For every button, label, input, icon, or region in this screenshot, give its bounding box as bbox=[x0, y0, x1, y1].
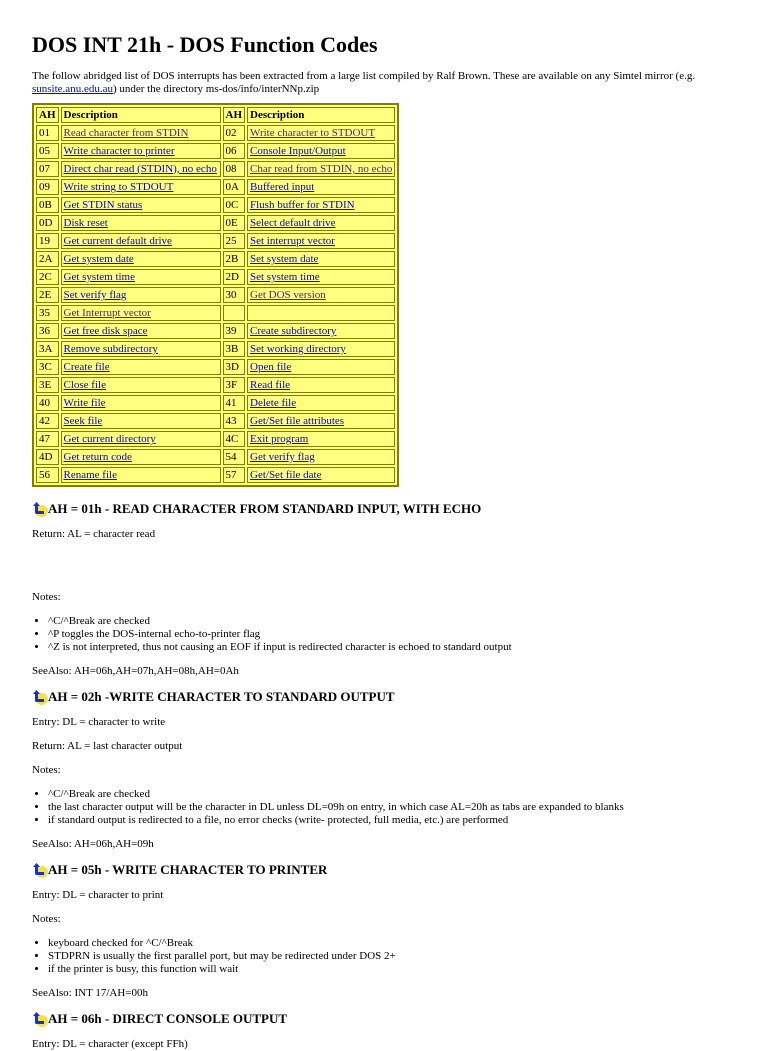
notes-list bbox=[32, 615, 768, 654]
function-link[interactable]: Char read from STDIN, no echo bbox=[250, 163, 393, 175]
section-title: AH = 02h -WRITE CHARACTER TO STANDARD OUTPUT bbox=[48, 689, 395, 704]
function-link[interactable]: Remove subdirectory bbox=[63, 343, 158, 355]
table-row bbox=[36, 431, 395, 447]
entry-text: Entry: DL = character to print bbox=[32, 889, 164, 901]
table-row bbox=[36, 323, 395, 339]
description-cell bbox=[247, 305, 395, 321]
back-to-top-icon[interactable] bbox=[32, 689, 48, 705]
table-row bbox=[36, 161, 395, 177]
description-cell bbox=[247, 467, 395, 483]
ah-code-cell: 0D bbox=[36, 215, 59, 231]
function-link[interactable]: Get return code bbox=[63, 451, 132, 463]
ah-code-cell: 30 bbox=[223, 287, 246, 303]
function-link[interactable]: Get DOS version bbox=[250, 289, 326, 301]
note-item: • the last character output will be the character in DL unless DL=09h on entry, in which case AL=20h as tabs are expanded to blanks bbox=[48, 801, 768, 814]
function-link[interactable]: Write character to printer bbox=[63, 145, 175, 157]
ah-code-cell: 40 bbox=[36, 395, 59, 411]
table-header-row bbox=[36, 107, 395, 123]
intro-text: The follow abridged list of DOS interrupts has been extracted from a large list compiled by Ralf Brown. These are available on any Simtel mirror (e.g. bbox=[32, 70, 696, 82]
note-item: • ^C/^Break are checked bbox=[48, 788, 768, 801]
description-cell bbox=[61, 341, 221, 357]
ah-code-cell: 42 bbox=[36, 413, 59, 429]
description-cell bbox=[247, 269, 395, 285]
ah-code-cell: 07 bbox=[36, 161, 59, 177]
function-link[interactable]: Buffered input bbox=[250, 181, 315, 193]
table-row bbox=[36, 413, 395, 429]
function-link[interactable]: Close file bbox=[63, 379, 106, 391]
table-row bbox=[36, 395, 395, 411]
table-row bbox=[36, 233, 395, 249]
function-link[interactable]: Get free disk space bbox=[63, 325, 148, 337]
intro-text-end: ) under the directory ms-dos/info/interNNp.zip bbox=[112, 83, 320, 95]
description-cell bbox=[61, 395, 221, 411]
table-row bbox=[36, 287, 395, 303]
ah-code-cell: 02 bbox=[223, 125, 246, 141]
function-link[interactable]: Create subdirectory bbox=[250, 325, 337, 337]
see-also-text: SeeAlso: AH=06h,AH=07h,AH=08h,AH=0Ah bbox=[32, 665, 239, 677]
description-cell bbox=[61, 233, 221, 249]
notes-list bbox=[32, 937, 768, 976]
section-heading-01h bbox=[32, 501, 768, 517]
description-cell bbox=[247, 197, 395, 213]
entry-text: Entry: DL = character to write bbox=[32, 716, 166, 728]
ah-code-cell: 0C bbox=[223, 197, 246, 213]
function-link[interactable]: Delete file bbox=[250, 397, 297, 409]
table-row bbox=[36, 305, 395, 321]
ah-code-cell: 35 bbox=[36, 305, 59, 321]
function-link[interactable]: Write character to STDOUT bbox=[250, 127, 376, 139]
table-row bbox=[36, 251, 395, 267]
function-link[interactable]: Get system time bbox=[63, 271, 135, 283]
function-link[interactable]: Get STDIN status bbox=[63, 199, 143, 211]
description-cell bbox=[61, 179, 221, 195]
table-row bbox=[36, 377, 395, 393]
function-link[interactable]: Seek file bbox=[63, 415, 103, 427]
ah-code-cell: 36 bbox=[36, 323, 59, 339]
function-link[interactable]: Get Interrupt vector bbox=[63, 307, 151, 319]
ah-code-cell: 2C bbox=[36, 269, 59, 285]
description-cell bbox=[247, 323, 395, 339]
notes-label: Notes: bbox=[32, 913, 61, 925]
description-cell bbox=[247, 449, 395, 465]
ah-code-cell: 01 bbox=[36, 125, 59, 141]
function-link[interactable]: Rename file bbox=[63, 469, 117, 481]
table-row bbox=[36, 269, 395, 285]
ah-code-cell: 0A bbox=[223, 179, 246, 195]
table-row bbox=[36, 143, 395, 159]
function-link[interactable]: Direct char read (STDIN), no echo bbox=[63, 163, 217, 175]
note-item: • if the printer is busy, this function will wait bbox=[48, 963, 768, 976]
ah-code-cell: 05 bbox=[36, 143, 59, 159]
ah-code-cell: 0B bbox=[36, 197, 59, 213]
description-cell bbox=[247, 359, 395, 375]
function-link[interactable]: Console Input/Output bbox=[250, 145, 346, 157]
back-to-top-icon[interactable] bbox=[32, 862, 48, 878]
function-link[interactable]: Open file bbox=[250, 361, 292, 373]
function-link[interactable]: Set working directory bbox=[250, 343, 346, 355]
note-item: • ^Z is not interpreted, thus not causing an EOF if input is redirected character is echoed to standard output bbox=[48, 641, 768, 654]
function-link[interactable]: Get verify flag bbox=[250, 451, 315, 463]
function-link[interactable]: Set system date bbox=[250, 253, 319, 265]
ah-code-cell: 54 bbox=[223, 449, 246, 465]
function-link[interactable]: Set interrupt vector bbox=[250, 235, 335, 247]
section-heading-02h bbox=[32, 689, 768, 705]
ah-code-cell: 2B bbox=[223, 251, 246, 267]
description-cell bbox=[61, 197, 221, 213]
description-cell bbox=[61, 359, 221, 375]
description-cell bbox=[247, 413, 395, 429]
page-title: DOS INT 21h - DOS Function Codes bbox=[32, 32, 378, 57]
note-item: • keyboard checked for ^C/^Break bbox=[48, 937, 768, 950]
notes-list bbox=[32, 788, 768, 827]
description-cell bbox=[61, 251, 221, 267]
function-link[interactable]: Get current default drive bbox=[63, 235, 172, 247]
function-link[interactable]: Get current directory bbox=[63, 433, 156, 445]
function-code-table bbox=[32, 103, 399, 487]
description-cell bbox=[61, 467, 221, 483]
table-row bbox=[36, 179, 395, 195]
ah-code-cell: 2D bbox=[223, 269, 246, 285]
description-cell bbox=[61, 125, 221, 141]
ah-code-cell: 56 bbox=[36, 467, 59, 483]
notes-label: Notes: bbox=[32, 591, 61, 603]
return-text: Return: AL = last character output bbox=[32, 740, 183, 752]
function-link[interactable]: Create file bbox=[63, 361, 110, 373]
function-link[interactable]: Read character from STDIN bbox=[63, 127, 189, 139]
function-link[interactable]: Flush buffer for STDIN bbox=[250, 199, 355, 211]
function-link[interactable]: Select default drive bbox=[250, 217, 336, 229]
return-text: Return: AL = character read bbox=[32, 528, 156, 540]
section-heading-05h bbox=[32, 862, 768, 878]
header-description: Description bbox=[247, 107, 395, 123]
function-link[interactable]: Get/Set file date bbox=[250, 469, 322, 481]
description-cell bbox=[61, 269, 221, 285]
ah-code-cell: 47 bbox=[36, 431, 59, 447]
notes-label: Notes: bbox=[32, 764, 61, 776]
description-cell bbox=[247, 377, 395, 393]
description-cell bbox=[247, 341, 395, 357]
description-cell bbox=[61, 449, 221, 465]
function-link[interactable]: Exit program bbox=[250, 433, 309, 445]
description-cell bbox=[61, 143, 221, 159]
intro-paragraph bbox=[32, 70, 768, 96]
ah-code-cell: 39 bbox=[223, 323, 246, 339]
description-cell bbox=[61, 377, 221, 393]
function-link[interactable]: Set verify flag bbox=[63, 289, 127, 301]
ah-code-cell bbox=[223, 305, 246, 321]
ah-code-cell: 4C bbox=[223, 431, 246, 447]
section-title: AH = 01h - READ CHARACTER FROM STANDARD INPUT, WITH ECHO bbox=[48, 501, 482, 516]
function-link[interactable]: Set system time bbox=[250, 271, 320, 283]
description-cell bbox=[247, 143, 395, 159]
see-also-text: SeeAlso: INT 17/AH=00h bbox=[32, 987, 148, 999]
header-ah: AH bbox=[36, 107, 59, 123]
description-cell bbox=[61, 323, 221, 339]
description-cell bbox=[247, 431, 395, 447]
table-row bbox=[36, 125, 395, 141]
table-row bbox=[36, 215, 395, 231]
function-link[interactable]: Disk reset bbox=[63, 217, 108, 229]
function-link[interactable]: Get system date bbox=[63, 253, 134, 265]
description-cell bbox=[61, 215, 221, 231]
description-cell bbox=[247, 161, 395, 177]
description-cell bbox=[247, 287, 395, 303]
ah-code-cell: 4D bbox=[36, 449, 59, 465]
description-cell bbox=[61, 431, 221, 447]
entry-text: Entry: DL = character (except FFh) bbox=[32, 1038, 188, 1050]
sunsite-link[interactable]: sunsite.anu.edu.au bbox=[32, 83, 113, 95]
ah-code-cell: 2E bbox=[36, 287, 59, 303]
table-row bbox=[36, 197, 395, 213]
ah-code-cell: 3D bbox=[223, 359, 246, 375]
ah-code-cell: 09 bbox=[36, 179, 59, 195]
description-cell bbox=[247, 215, 395, 231]
description-cell bbox=[247, 233, 395, 249]
description-cell bbox=[247, 395, 395, 411]
table-row bbox=[36, 341, 395, 357]
note-item: • if standard output is redirected to a file, no error checks (write- protected, full media, etc.) are performed bbox=[48, 814, 768, 827]
ah-code-cell: 3B bbox=[223, 341, 246, 357]
table-row bbox=[36, 449, 395, 465]
note-item: • ^C/^Break are checked bbox=[48, 615, 768, 628]
ah-code-cell: 19 bbox=[36, 233, 59, 249]
description-cell bbox=[61, 161, 221, 177]
header-ah: AH bbox=[223, 107, 246, 123]
ah-code-cell: 2A bbox=[36, 251, 59, 267]
ah-code-cell: 06 bbox=[223, 143, 246, 159]
ah-code-cell: 08 bbox=[223, 161, 246, 177]
ah-code-cell: 25 bbox=[223, 233, 246, 249]
description-cell bbox=[247, 125, 395, 141]
section-title: AH = 05h - WRITE CHARACTER TO PRINTER bbox=[48, 862, 328, 877]
ah-code-cell: 57 bbox=[223, 467, 246, 483]
description-cell bbox=[247, 251, 395, 267]
function-link[interactable]: Read file bbox=[250, 379, 291, 391]
ah-code-cell: 3E bbox=[36, 377, 59, 393]
function-link[interactable]: Write string to STDOUT bbox=[63, 181, 174, 193]
header-description: Description bbox=[61, 107, 221, 123]
note-item: • STDPRN is usually the first parallel port, but may be redirected under DOS 2+ bbox=[48, 950, 768, 963]
table-row bbox=[36, 467, 395, 483]
function-link[interactable]: Write file bbox=[63, 397, 106, 409]
ah-code-cell: 3F bbox=[223, 377, 246, 393]
ah-code-cell: 41 bbox=[223, 395, 246, 411]
description-cell bbox=[61, 413, 221, 429]
see-also-text: SeeAlso: AH=06h,AH=09h bbox=[32, 838, 154, 850]
description-cell bbox=[61, 305, 221, 321]
note-item: • ^P toggles the DOS-internal echo-to-printer flag bbox=[48, 628, 768, 641]
description-cell bbox=[247, 179, 395, 195]
section-title: AH = 06h - DIRECT CONSOLE OUTPUT bbox=[48, 1011, 288, 1026]
section-heading-06h bbox=[32, 1011, 768, 1027]
ah-code-cell: 0E bbox=[223, 215, 246, 231]
ah-code-cell: 43 bbox=[223, 413, 246, 429]
ah-code-cell: 3C bbox=[36, 359, 59, 375]
back-to-top-icon[interactable] bbox=[32, 501, 48, 517]
description-cell bbox=[61, 287, 221, 303]
function-link[interactable]: Get/Set file attributes bbox=[250, 415, 345, 427]
table-row bbox=[36, 359, 395, 375]
ah-code-cell: 3A bbox=[36, 341, 59, 357]
back-to-top-icon[interactable] bbox=[32, 1011, 48, 1027]
